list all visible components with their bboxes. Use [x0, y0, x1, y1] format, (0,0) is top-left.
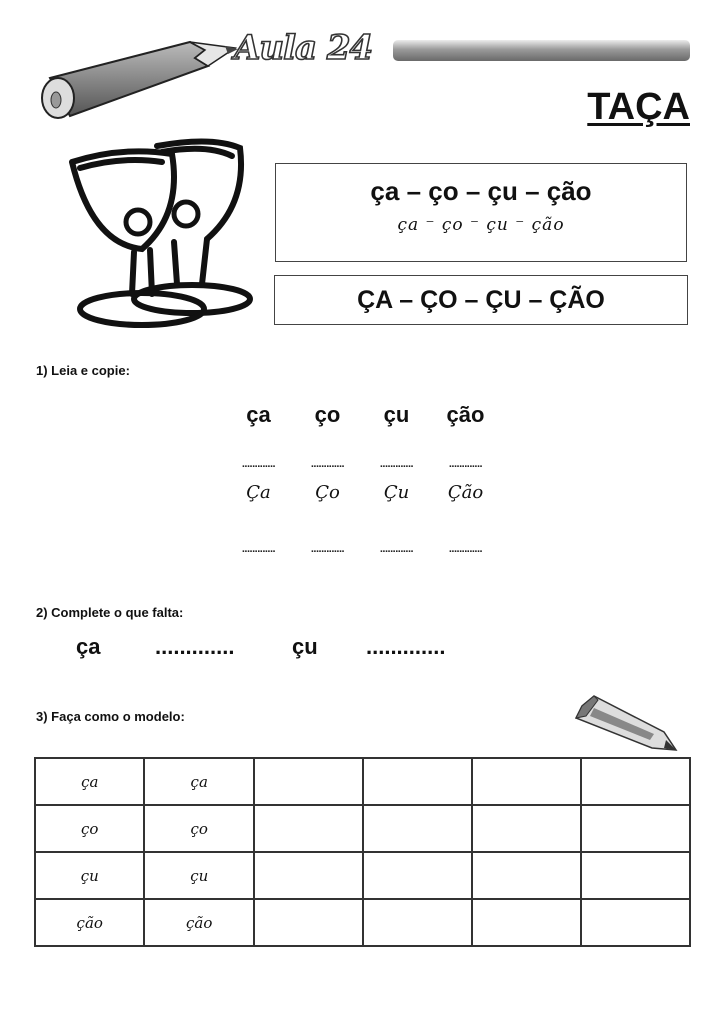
blank-cell[interactable]	[254, 758, 363, 805]
syllable: ça	[246, 402, 271, 427]
blank-cell[interactable]	[472, 805, 581, 852]
blank-line[interactable]: .............	[310, 458, 345, 470]
table-row	[35, 758, 690, 805]
exercise2-label: 2) Complete o que falta:	[36, 605, 184, 620]
exercise1-print-row	[224, 402, 500, 428]
pencil-icon	[30, 36, 245, 122]
table-row	[35, 899, 690, 946]
exercise1-label: 1) Leia e copie:	[36, 363, 130, 378]
blank-cell[interactable]	[472, 899, 581, 946]
blank-cell[interactable]	[581, 758, 690, 805]
exercise3-label: 3) Faça como o modelo:	[36, 709, 185, 724]
blank-line[interactable]: .............	[241, 543, 276, 555]
blank-cell[interactable]	[472, 852, 581, 899]
blank-cell[interactable]	[363, 758, 472, 805]
blank-line[interactable]: .............	[241, 458, 276, 470]
syllables-uppercase: ÇA – ÇO – ÇU – ÇÃO	[357, 286, 605, 314]
exercise2-item: çu	[292, 634, 318, 659]
syllable-cursive: Ção	[447, 482, 484, 503]
lesson-title: Aula 24	[234, 28, 373, 68]
syllables-cursive: ça ⁻ ço ⁻ çu ⁻ ção	[397, 215, 565, 235]
table-row	[35, 805, 690, 852]
table-row	[35, 852, 690, 899]
syllables-print: ça – ço – çu – ção	[370, 176, 592, 206]
pencil-icon	[572, 692, 686, 754]
syllable-box	[275, 163, 687, 262]
exercise1-blank-row	[224, 458, 500, 470]
blank-line[interactable]: .............	[448, 458, 483, 470]
blank-line[interactable]: .............	[379, 458, 414, 470]
blank-cell[interactable]	[472, 758, 581, 805]
blank-cell[interactable]	[581, 899, 690, 946]
blank-cell[interactable]	[581, 805, 690, 852]
syllable-cursive: Çu	[383, 482, 410, 503]
syllable: ção	[446, 402, 485, 427]
blank-cell[interactable]	[363, 852, 472, 899]
blank-cell[interactable]	[254, 805, 363, 852]
model-table	[34, 757, 691, 947]
syllable: ço	[314, 402, 341, 427]
syllable-cursive: Ça	[246, 482, 271, 503]
model-cell: ção	[35, 899, 144, 946]
model-cell: ço	[144, 805, 253, 852]
exercise2-item: ça	[76, 634, 101, 659]
blank-line[interactable]: .............	[379, 543, 414, 555]
exercise1-cursive-row	[224, 482, 500, 503]
exercise1-blank-row	[224, 543, 500, 555]
exercise2-blank[interactable]: .............	[366, 634, 446, 659]
page-title: TAÇA	[587, 86, 690, 128]
model-cell: ço	[35, 805, 144, 852]
syllable-box-uppercase	[274, 275, 688, 325]
syllable-cursive: Ço	[315, 482, 340, 503]
syllable: çu	[383, 402, 410, 427]
model-cell: çu	[144, 852, 253, 899]
model-cell: ção	[144, 899, 253, 946]
exercise2-blank[interactable]: .............	[155, 634, 235, 659]
blank-cell[interactable]	[581, 852, 690, 899]
model-cell: ça	[144, 758, 253, 805]
header-bar	[393, 40, 690, 61]
blank-line[interactable]: .............	[310, 543, 345, 555]
blank-cell[interactable]	[254, 899, 363, 946]
model-cell: ça	[35, 758, 144, 805]
wine-glasses-icon	[62, 134, 262, 330]
model-cell: çu	[35, 852, 144, 899]
blank-cell[interactable]	[363, 899, 472, 946]
blank-line[interactable]: .............	[448, 543, 483, 555]
blank-cell[interactable]	[363, 805, 472, 852]
blank-cell[interactable]	[254, 852, 363, 899]
